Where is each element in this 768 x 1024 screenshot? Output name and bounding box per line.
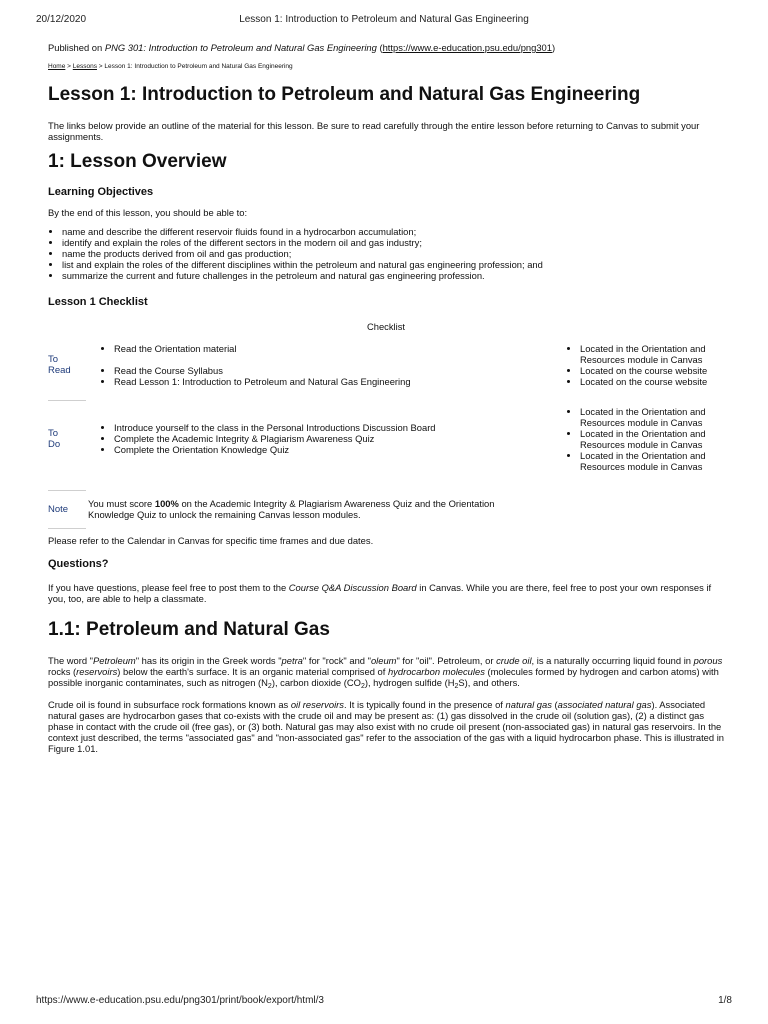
crude-oil-paragraph: Crude oil is found in subsurface rock formations known as oil reservoirs. It is typically found in the presence of natural gas (associated natural gas). Associated natural gases are hydrocarbon gases that co-exists with the crude oil and may be present as: (1) gas dissolved in the crude oil (solution gas), (2) a distinct gas phase in contact with the crude oil (free gas), or (3) both. Natural gas may also exist with no crude oil present (non-associated gas) in natural gas reservoirs. In the context just described, the terms "associated gas" and "non-associated gas" refer to the association of the gas with a liquid hydrocarbon phase. This is illustrated in Figure 1.01. (48, 699, 725, 754)
to-do-label-line: Do (48, 439, 61, 450)
questions-paragraph (48, 582, 724, 604)
row-divider (48, 400, 86, 401)
checklist-location: • Located in the Orientation and Resources module in Canvas (580, 450, 728, 472)
print-title: Lesson 1: Introduction to Petroleum and Natural Gas Engineering (239, 14, 529, 25)
questions-text-part: If you have questions, please feel free to post them to the (48, 582, 289, 593)
checklist-location: • Located in the Orientation and Resources module in Canvas (580, 428, 728, 450)
qa-board-name: Course Q&A Discussion Board (288, 582, 417, 593)
published-prefix: Published on (48, 42, 105, 53)
checklist-row-note (48, 492, 724, 534)
objective-item: • identify and explain the roles of the different sectors in the modern oil and gas industry; (62, 237, 724, 248)
lesson-overview-heading: 1: Lesson Overview (48, 151, 227, 172)
checklist-heading: Lesson 1 Checklist (48, 296, 148, 308)
article-content (48, 42, 724, 754)
print-footer-url: https://www.e-education.psu.edu/png301/print/book/export/html/3 (36, 995, 324, 1006)
checklist-location: • Located on the course website (580, 365, 728, 376)
note-score: 100% (154, 498, 179, 509)
checklist-location: • Located on the course website (580, 376, 728, 387)
objective-item: • summarize the current and future challenges in the petroleum and natural gas engineering profession. (62, 270, 724, 281)
breadcrumb-home-link[interactable]: Home (48, 63, 66, 70)
to-do-items (92, 422, 492, 455)
objectives-list (48, 226, 724, 281)
note-text-part: You must score (88, 498, 155, 509)
to-do-label-line: To (48, 428, 59, 439)
checklist-row-to-do (48, 404, 724, 484)
to-do-locations (558, 406, 728, 472)
checklist-row-to-read (48, 340, 724, 404)
breadcrumb (48, 63, 724, 70)
row-divider (48, 528, 86, 529)
petroleum-paragraph: The word "Petroleum" has its origin in the Greek words "petra" for "rock" and "oleum" for "oil". Petroleum, or crude oil, is a naturally occurring liquid found in porous rocks (reservoirs) below the earth's surface. It is an organic material comprised of hydrocarbon molecules (molecules formed by hydrogen and carbon atoms) with possible inorganic contaminates, such as nitrogen $(N_2)$, carbon dioxide $(CO_2)$, hydrogen sulfide $(H_2S)$, and others. (48, 655, 723, 690)
published-course: PNG 301: Introduction to Petroleum and Natural Gas Engineering (104, 42, 377, 53)
learning-objectives-heading: Learning Objectives (48, 186, 154, 198)
to-read-locations (558, 343, 728, 387)
checklist-location: • Located in the Orientation and Resources module in Canvas (580, 406, 728, 428)
print-date: 20/12/2020 (36, 14, 87, 25)
published-url-open: ( (376, 42, 383, 53)
checklist-caption: Checklist (366, 321, 406, 332)
checklist-item: • Introduce yourself to the class in the Personal Introductions Discussion Board (114, 422, 492, 433)
checklist-item: • Read Lesson 1: Introduction to Petroleum and Natural Gas Engineering (114, 376, 492, 387)
note-text-part: on the Academic Integrity & Plagiarism Awareness Quiz and the Orientation Knowledge Quiz to unlock the remaining Canvas lesson modules. (88, 498, 495, 520)
row-divider (48, 490, 86, 491)
published-line (48, 42, 724, 53)
breadcrumb-separator: > (96, 63, 105, 70)
checklist-item: • Complete the Academic Integrity & Plagiarism Awareness Quiz (114, 433, 492, 444)
section-1-1-heading: 1.1: Petroleum and Natural Gas (48, 619, 330, 640)
checklist-item: • Read the Course Syllabus (114, 365, 492, 376)
breadcrumb-lessons-link[interactable]: Lessons (72, 63, 97, 70)
breadcrumb-separator: > (65, 63, 73, 70)
objective-item: • name and describe the different reservoir fluids found in a hydrocarbon accumulation; (62, 226, 724, 237)
page-title: Lesson 1: Introduction to Petroleum and Natural Gas Engineering (48, 84, 641, 105)
page-number: 1/8 (718, 995, 732, 1006)
objective-item: • list and explain the roles of the different disciplines within the petroleum and natural gas engineering profession; and (62, 259, 724, 270)
to-read-label-line: To (48, 354, 59, 365)
published-url-close: ) (551, 42, 556, 53)
course-url-link[interactable]: https://www.e-education.psu.edu/png301 (382, 42, 552, 53)
note-text (88, 498, 528, 520)
to-read-items (92, 343, 492, 387)
calendar-note: Please refer to the Calendar in Canvas for specific time frames and due dates. (48, 535, 374, 546)
objective-item: • name the products derived from oil and gas production; (62, 248, 724, 259)
objectives-intro: By the end of this lesson, you should be able to: (48, 207, 248, 218)
checklist-item: • Complete the Orientation Knowledge Quiz (114, 444, 492, 455)
breadcrumb-current: Lesson 1: Introduction to Petroleum and Natural Gas Engineering (104, 63, 293, 70)
note-label: Note (48, 504, 69, 515)
to-do-label (48, 428, 86, 450)
questions-text-part: in Canvas. While you are there, feel free to post your own responses if you, too, are able to help a classmate. (48, 582, 712, 604)
checklist-location: • Located in the Orientation and Resources module in Canvas (580, 343, 728, 365)
questions-heading: Questions? (48, 558, 109, 570)
intro-paragraph: The links below provide an outline of the material for this lesson. Be sure to read carefully through the entire lesson before returning to Canvas to submit your assignments. (48, 120, 700, 142)
checklist-item: • Read the Orientation material (114, 343, 492, 354)
to-read-label-line: Read (48, 365, 71, 376)
to-read-label (48, 354, 86, 376)
